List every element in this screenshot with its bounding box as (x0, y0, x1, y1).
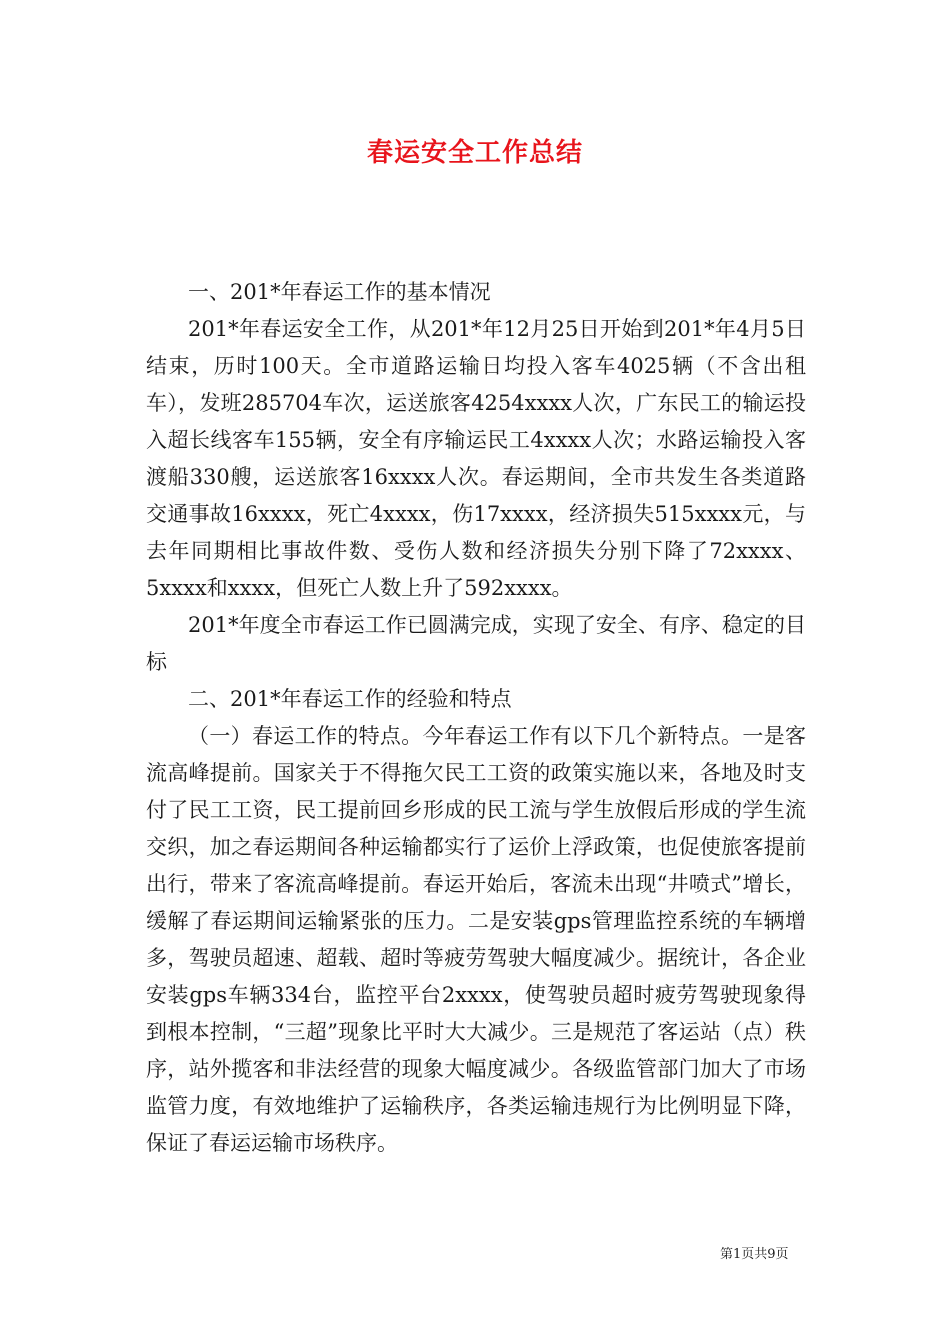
paragraph-basic-situation: 201*年春运安全工作，从201*年12月25日开始到201*年4月5日结束，历时100天。全市道路运输日均投入客车4025辆（不含出租车），发班285704车次，运送旅客4254xxxx人次，广东民工的输运投入超长线客车155辆，安全有序输运民工4xxxx人次；水路运输投入客渡船330艘，运送旅客16xxxx人次。春运期间，全市共发生各类道路交通事故16xxxx，死亡4xxxx，伤17xxxx，经济损失515xxxx元，与去年同期相比事故件数、受伤人数和经济损失分别下降了72xxxx、5xxxx和xxxx，但死亡人数上升了592xxxx。 (146, 317, 806, 600)
document-title: 春运安全工作总结 (366, 138, 583, 168)
document-body (146, 274, 806, 1162)
section-heading-1: 一、201*年春运工作的基本情况 (188, 280, 491, 304)
paragraph-features: （一）春运工作的特点。今年春运工作有以下几个新特点。一是客流高峰提前。国家关于不得拖欠民工工资的政策实施以来，各地及时支付了民工工资，民工提前回乡形成的民工流与学生放假后形成的学生流交织，加之春运期间各种运输都实行了运价上浮政策，也促使旅客提前出行，带来了客流高峰提前。春运开始后，客流未出现“井喷式”增长，缓解了春运期间运输紧张的压力。二是安装gps管理监控系统的车辆增多，驾驶员超速、超载、超时等疲劳驾驶大幅度减少。据统计，各企业安装gps车辆334台，监控平台2xxxx，使驾驶员超时疲劳驾驶现象得到根本控制，“三超”现象比平时大大减少。三是规范了客运站（点）秩序，站外揽客和非法经营的现象大幅度减少。各级监管部门加大了市场监管力度，有效地维护了运输秩序，各类运输违规行为比例明显下降，保证了春运运输市场秩序。 (146, 724, 806, 1155)
section-heading-2: 二、201*年春运工作的经验和特点 (188, 687, 512, 711)
page-number: 第1页共9页 (720, 1247, 789, 1262)
paragraph-completion: 201*年度全市春运工作已圆满完成，实现了安全、有序、稳定的目标 (146, 613, 806, 674)
